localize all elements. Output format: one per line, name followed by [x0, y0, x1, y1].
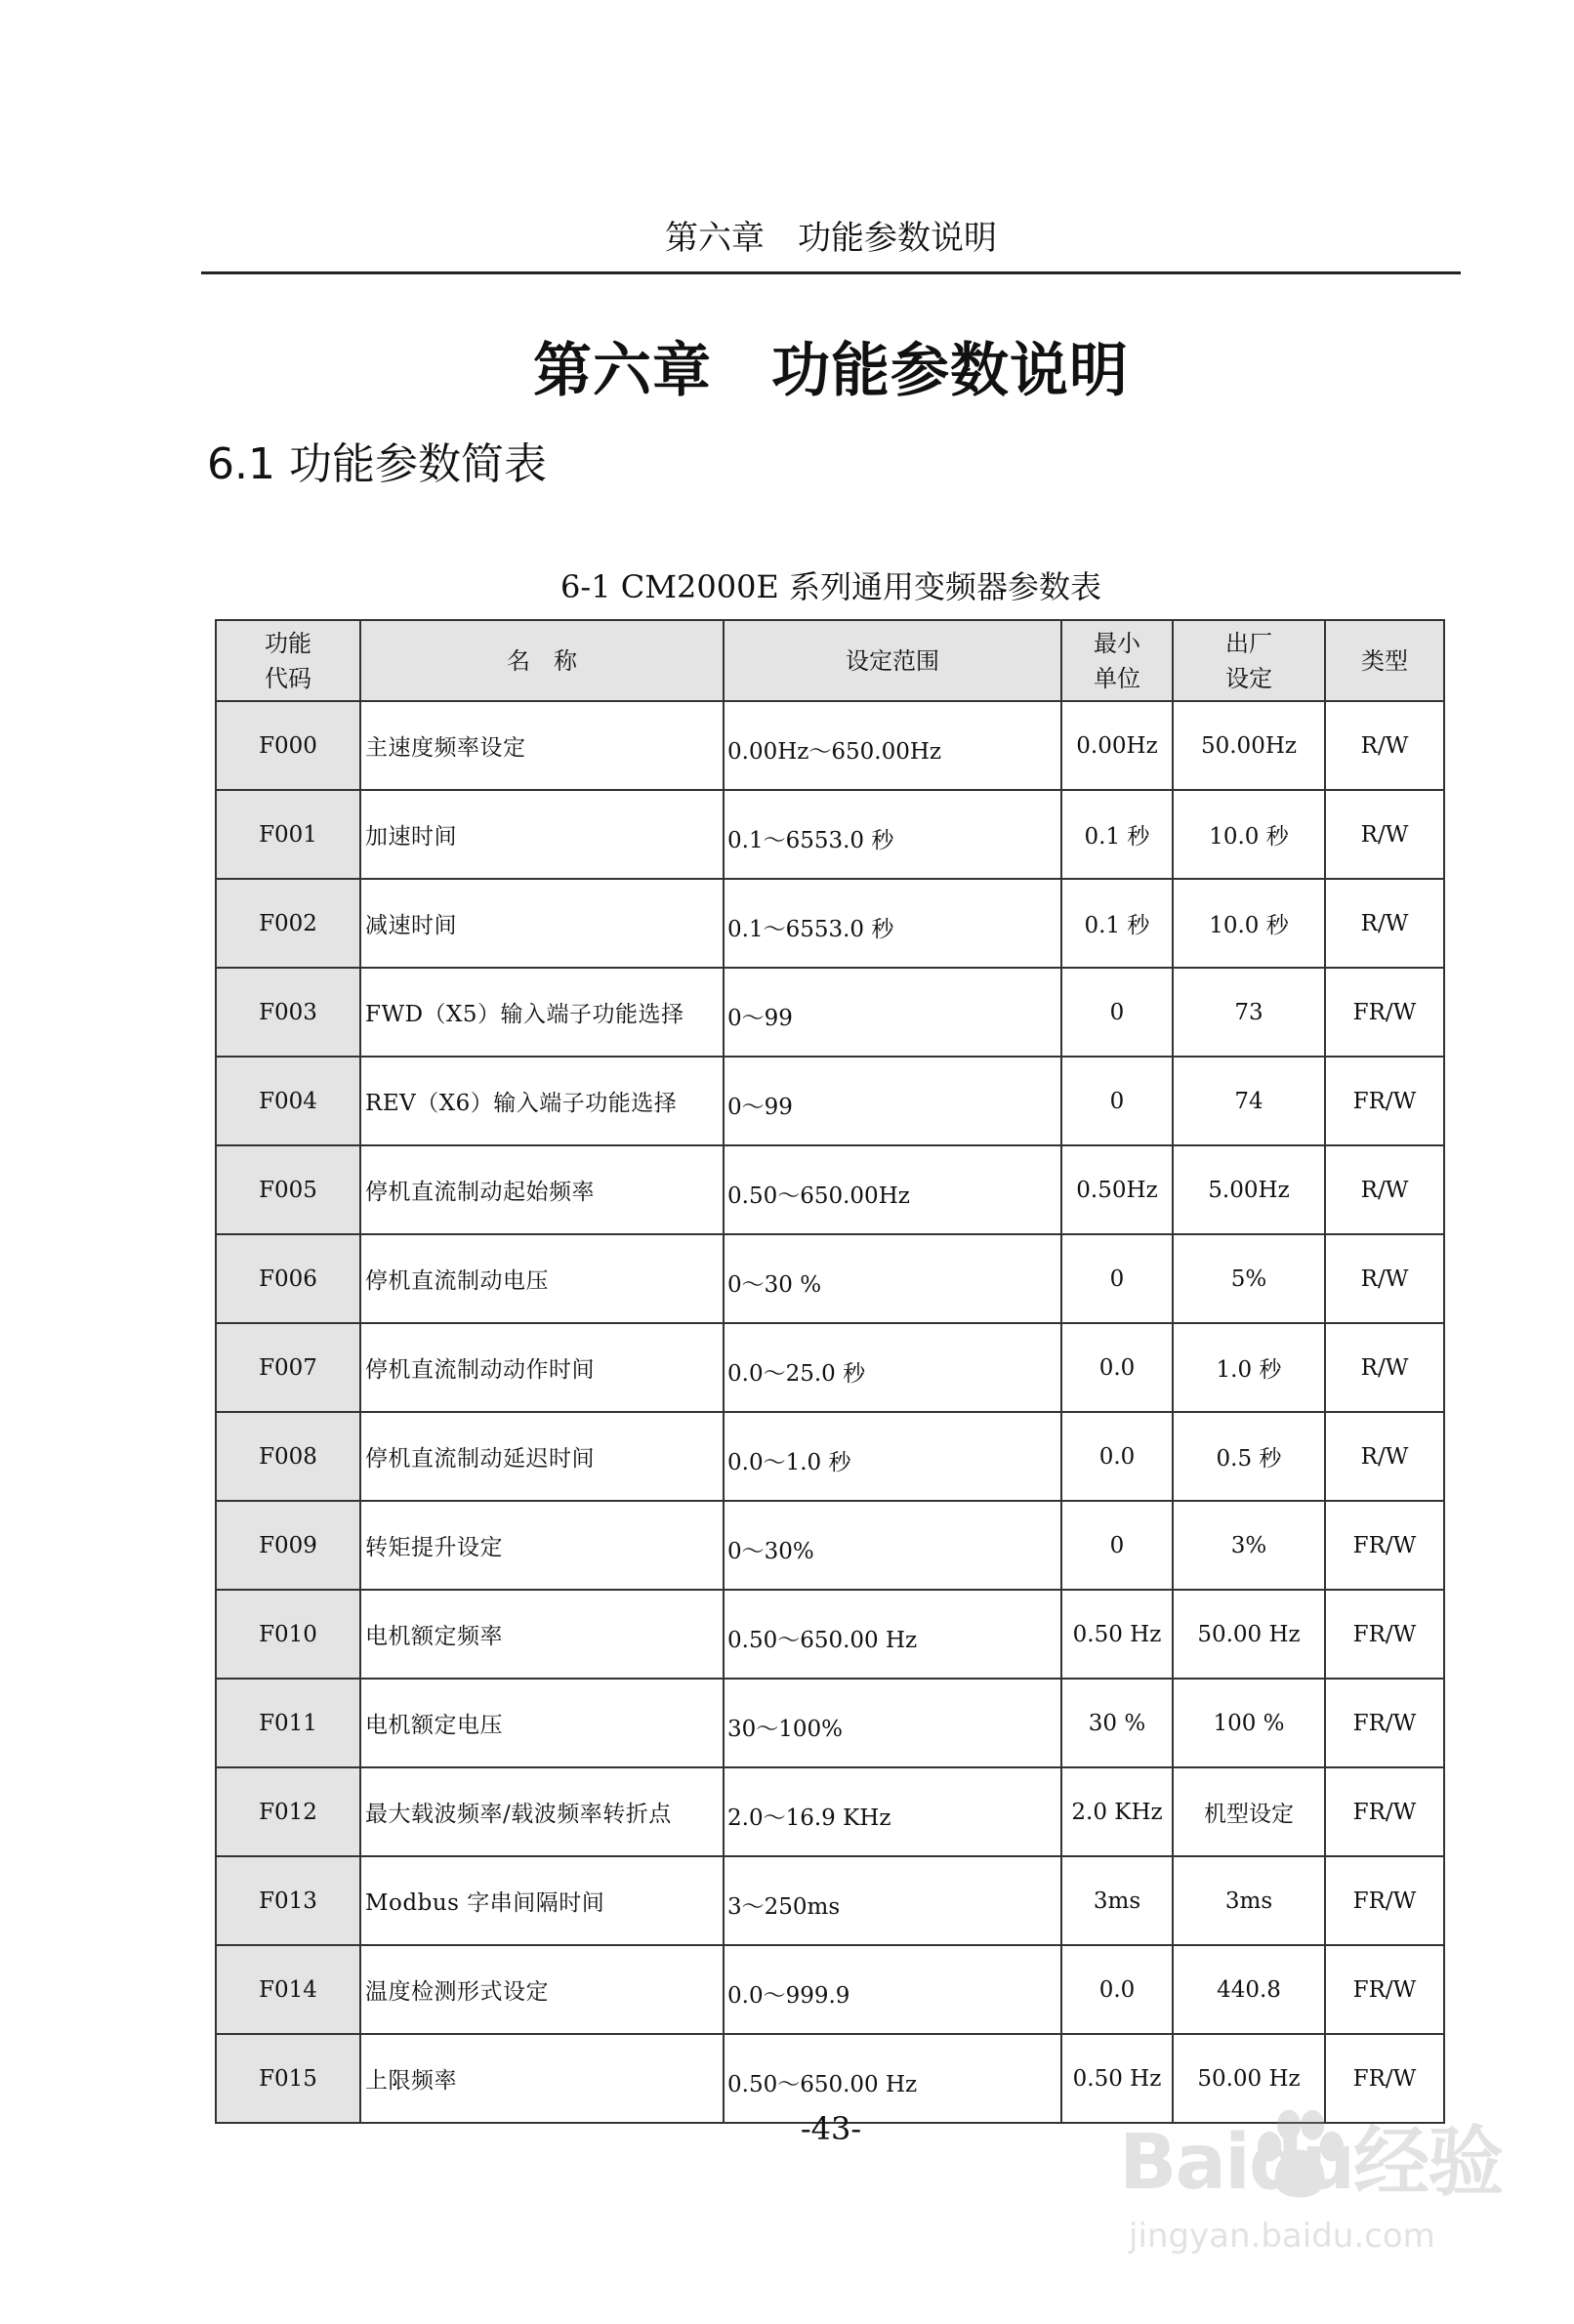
cell-name: 停机直流制动延迟时间: [360, 1412, 724, 1501]
table-caption: 6-1 CM2000E 系列通用变频器参数表: [560, 568, 1101, 605]
cell-name: FWD（X5）输入端子功能选择: [360, 968, 724, 1057]
cell-type: FR/W: [1325, 1767, 1444, 1856]
cell-range: 0.1～6553.0 秒: [724, 879, 1061, 968]
cell-range: 2.0～16.9 KHz: [724, 1767, 1061, 1856]
header-type: 类型: [1325, 620, 1444, 701]
cell-code: F009: [216, 1501, 360, 1590]
cell-factory-setting: 10.0 秒: [1173, 879, 1325, 968]
cell-min-unit: 0: [1061, 1234, 1173, 1323]
chapter-title: 第六章 功能参数说明: [533, 337, 1129, 405]
cell-type: FR/W: [1325, 2034, 1444, 2123]
cell-name: 减速时间: [360, 879, 724, 968]
cell-type: R/W: [1325, 1412, 1444, 1501]
cell-type: R/W: [1325, 1323, 1444, 1412]
table-header-row: [216, 620, 1444, 701]
cell-factory-setting: 73: [1173, 968, 1325, 1057]
cell-name: 停机直流制动起始频率: [360, 1145, 724, 1234]
cell-type: FR/W: [1325, 1501, 1444, 1590]
header-rule: [201, 271, 1461, 274]
cell-factory-setting: 3ms: [1173, 1856, 1325, 1945]
cell-code: F012: [216, 1767, 360, 1856]
cell-min-unit: 0.0: [1061, 1323, 1173, 1412]
table-row: [216, 701, 1444, 790]
cell-type: FR/W: [1325, 1945, 1444, 2034]
cell-range: 30～100%: [724, 1679, 1061, 1767]
cell-name: 最大载波频率/载波频率转折点: [360, 1767, 724, 1856]
page-number: -43-: [800, 2110, 862, 2147]
cell-type: FR/W: [1325, 1057, 1444, 1145]
running-header: 第六章 功能参数说明: [665, 219, 997, 258]
cell-min-unit: 0.0: [1061, 1945, 1173, 2034]
table-body: [216, 701, 1444, 2123]
header-range: 设定范围: [724, 620, 1061, 701]
table-row: [216, 1412, 1444, 1501]
cell-code: F013: [216, 1856, 360, 1945]
cell-name: 停机直流制动电压: [360, 1234, 724, 1323]
table-row: [216, 1234, 1444, 1323]
cell-code: F002: [216, 879, 360, 968]
header-name: 名 称: [360, 620, 724, 701]
table-row: [216, 1057, 1444, 1145]
cell-code: F007: [216, 1323, 360, 1412]
table-row: [216, 790, 1444, 879]
cell-code: F000: [216, 701, 360, 790]
cell-range: 0.00Hz～650.00Hz: [724, 701, 1061, 790]
cell-range: 3～250ms: [724, 1856, 1061, 1945]
cell-min-unit: 0.50Hz: [1061, 1145, 1173, 1234]
cell-code: F010: [216, 1590, 360, 1679]
cell-min-unit: 0.50 Hz: [1061, 1590, 1173, 1679]
cell-type: R/W: [1325, 879, 1444, 968]
cell-range: 0.1～6553.0 秒: [724, 790, 1061, 879]
cell-min-unit: 2.0 KHz: [1061, 1767, 1173, 1856]
cell-name: 上限频率: [360, 2034, 724, 2123]
cell-name: 加速时间: [360, 790, 724, 879]
table-row: [216, 1945, 1444, 2034]
cell-factory-setting: 50.00 Hz: [1173, 2034, 1325, 2123]
cell-range: 0.0～1.0 秒: [724, 1412, 1061, 1501]
cell-type: R/W: [1325, 701, 1444, 790]
table-row: [216, 879, 1444, 968]
cell-name: 温度检测形式设定: [360, 1945, 724, 2034]
cell-factory-setting: 74: [1173, 1057, 1325, 1145]
cell-factory-setting: 5.00Hz: [1173, 1145, 1325, 1234]
cell-factory-setting: 0.5 秒: [1173, 1412, 1325, 1501]
cell-min-unit: 0: [1061, 1501, 1173, 1590]
header-factory-setting: 出厂 设定: [1173, 620, 1325, 701]
cell-factory-setting: 50.00Hz: [1173, 701, 1325, 790]
table-row: [216, 1590, 1444, 1679]
cell-code: F005: [216, 1145, 360, 1234]
cell-name: 停机直流制动动作时间: [360, 1323, 724, 1412]
table-row: [216, 1323, 1444, 1412]
cell-type: R/W: [1325, 1145, 1444, 1234]
cell-factory-setting: 100 %: [1173, 1679, 1325, 1767]
cell-range: 0～30%: [724, 1501, 1061, 1590]
cell-type: FR/W: [1325, 1856, 1444, 1945]
cell-factory-setting: 440.8: [1173, 1945, 1325, 2034]
cell-range: 0.50～650.00 Hz: [724, 1590, 1061, 1679]
table-row: [216, 1501, 1444, 1590]
cell-name: REV（X6）输入端子功能选择: [360, 1057, 724, 1145]
cell-code: F004: [216, 1057, 360, 1145]
cell-range: 0.0～999.9: [724, 1945, 1061, 2034]
table-row: [216, 968, 1444, 1057]
cell-name: 主速度频率设定: [360, 701, 724, 790]
cell-min-unit: 0.1 秒: [1061, 790, 1173, 879]
cell-min-unit: 0.00Hz: [1061, 701, 1173, 790]
cell-name: 电机额定电压: [360, 1679, 724, 1767]
parameter-table: [215, 619, 1445, 2124]
cell-range: 0.50～650.00Hz: [724, 1145, 1061, 1234]
cell-factory-setting: 50.00 Hz: [1173, 1590, 1325, 1679]
cell-min-unit: 0.50 Hz: [1061, 2034, 1173, 2123]
cell-code: F003: [216, 968, 360, 1057]
cell-type: R/W: [1325, 790, 1444, 879]
cell-code: F015: [216, 2034, 360, 2123]
cell-range: 0.0～25.0 秒: [724, 1323, 1061, 1412]
table-row: [216, 1767, 1444, 1856]
cell-factory-setting: 5%: [1173, 1234, 1325, 1323]
cell-factory-setting: 1.0 秒: [1173, 1323, 1325, 1412]
cell-range: 0.50～650.00 Hz: [724, 2034, 1061, 2123]
cell-code: F006: [216, 1234, 360, 1323]
baidu-watermark: [1119, 2119, 1510, 2275]
cell-name: 电机额定频率: [360, 1590, 724, 1679]
cell-name: Modbus 字串间隔时间: [360, 1856, 724, 1945]
cell-min-unit: 0: [1061, 1057, 1173, 1145]
cell-min-unit: 0: [1061, 968, 1173, 1057]
cell-min-unit: 30 %: [1061, 1679, 1173, 1767]
cell-range: 0～99: [724, 968, 1061, 1057]
section-title: 6.1 功能参数简表: [207, 439, 547, 489]
watermark-logo-text: Baidu经验: [1119, 2119, 1503, 2207]
header-min-unit: 最小 单位: [1061, 620, 1173, 701]
cell-factory-setting: 机型设定: [1173, 1767, 1325, 1856]
table-row: [216, 1856, 1444, 1945]
cell-min-unit: 3ms: [1061, 1856, 1173, 1945]
cell-code: F008: [216, 1412, 360, 1501]
cell-type: FR/W: [1325, 1590, 1444, 1679]
table-row: [216, 1145, 1444, 1234]
cell-type: R/W: [1325, 1234, 1444, 1323]
cell-range: 0～30 %: [724, 1234, 1061, 1323]
cell-code: F001: [216, 790, 360, 879]
watermark-url: jingyan.baidu.com: [1129, 2217, 1435, 2256]
table-row: [216, 1679, 1444, 1767]
cell-type: FR/W: [1325, 968, 1444, 1057]
cell-code: F014: [216, 1945, 360, 2034]
cell-factory-setting: 3%: [1173, 1501, 1325, 1590]
cell-type: FR/W: [1325, 1679, 1444, 1767]
cell-name: 转矩提升设定: [360, 1501, 724, 1590]
cell-min-unit: 0.0: [1061, 1412, 1173, 1501]
cell-min-unit: 0.1 秒: [1061, 879, 1173, 968]
header-code: 功能 代码: [216, 620, 360, 701]
cell-factory-setting: 10.0 秒: [1173, 790, 1325, 879]
cell-range: 0～99: [724, 1057, 1061, 1145]
cell-code: F011: [216, 1679, 360, 1767]
